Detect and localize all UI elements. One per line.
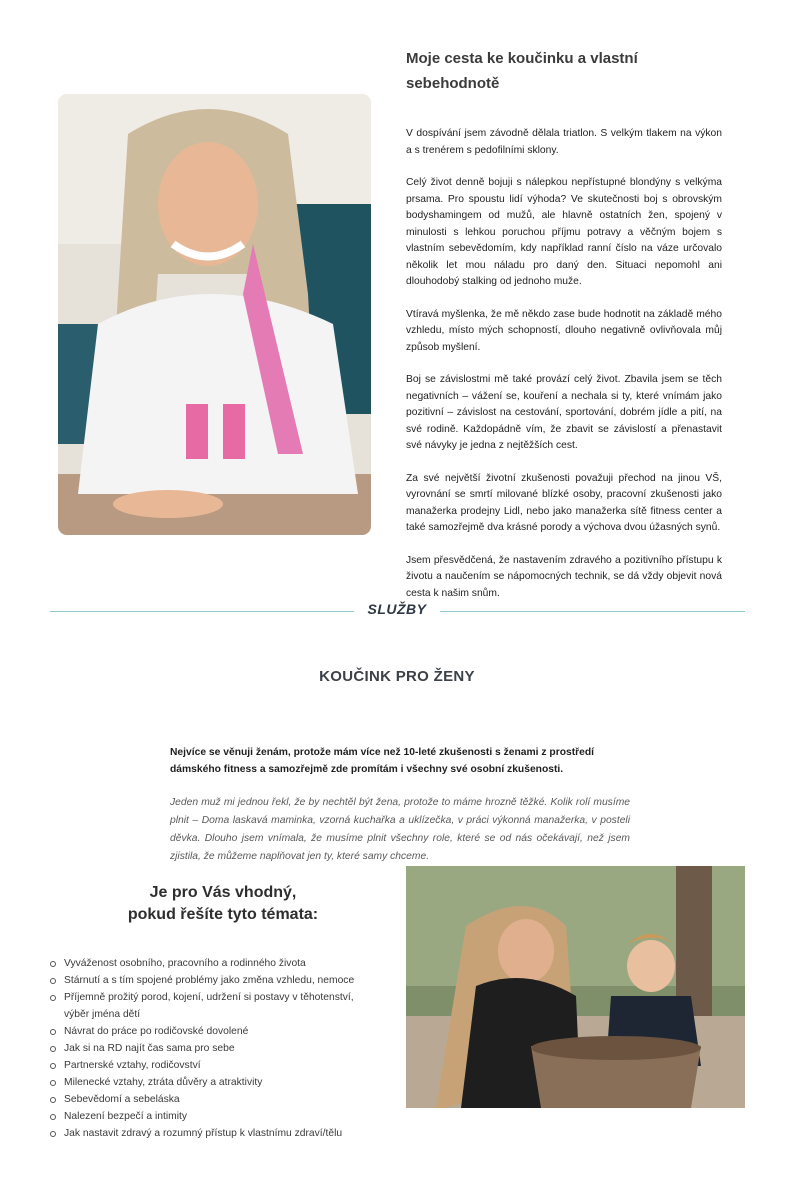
topics-list xyxy=(48,955,378,1142)
service-title: KOUČINK PRO ŽENY xyxy=(319,668,475,685)
about-heading: Moje cesta ke koučinku a vlastní sebehodnotě xyxy=(406,50,638,92)
list-item: Nalezení bezpečí a intimity xyxy=(48,1108,378,1125)
list-item: Jak nastavit zdravý a rozumný přístup k vlastnímu zdraví/tělu xyxy=(48,1125,378,1142)
separator-line-left xyxy=(50,611,354,612)
list-item: Milenecké vztahy, ztráta důvěry a atraktivity xyxy=(48,1074,378,1091)
service-quote: Jeden muž mi jednou řekl, že by nechtěl být žena, protože to máme hrozně těžké. Kolik rolí musíme plnit – Doma laskavá maminka, vzorná kuchařka a uklízečka, v práci výkonná manažerka, v posteli děvka. Dlouho jsem vnímala, že musíme plnit všechny role, které se od nás očekávají, než jsem zjistila, že můžeme naplňovat jen ty, které samy chceme. xyxy=(170,797,630,862)
fit-title-line-2: pokud řešíte tyto témata: xyxy=(127,906,319,923)
list-item: Partnerské vztahy, rodičovství xyxy=(48,1057,378,1074)
mother-child-photo xyxy=(406,866,745,1108)
list-item: Návrat do práce po rodičovské dovolené xyxy=(48,1023,378,1040)
list-item: Stárnutí a s tím spojené problémy jako změna vzhledu, nemoce xyxy=(48,972,378,989)
separator-line-right xyxy=(440,611,745,612)
fit-title xyxy=(100,882,346,926)
service-intro: Nejvíce se věnuji ženám, protože mám více než 10-leté zkušenosti s ženami z prostředí dámského fitness a samozřejmě zde promítám i všechny své osobní zkušenosti. xyxy=(170,747,595,775)
services-separator-label: SLUŽBY xyxy=(367,601,427,617)
about-paragraph-1: V dospívání jsem závodně dělala triatlon. S velkým tlakem na výkon a s trenérem s pedofilními sklony. xyxy=(406,128,722,156)
portrait-photo xyxy=(58,94,371,535)
about-section xyxy=(406,46,722,618)
fit-title-line-1: Je pro Vás vhodný, xyxy=(149,884,297,901)
about-paragraph-4: Boj se závislostmi mě také provází celý život. Zbavila jsem se těch negativních – vážení se, kouření a nechala si ty, které vnímám jako pozitivní – závislost na cestování, sportování, dobrém jídle a pití, na své rodině. Každopádně vím, že zbavit se závislostí a přenastavit své návyky je jedna z nejtěžších cest. xyxy=(406,374,722,451)
about-paragraph-6: Jsem přesvědčená, že nastavením zdravého a pozitivního přístupu k životu a naučením se nápomocných technik, se dá vždy objevit nová cesta k našim snům. xyxy=(406,554,722,599)
list-item: Vyváženost osobního, pracovního a rodinného života xyxy=(48,955,378,972)
list-item: Příjemně prožitý porod, kojení, udržení si postavy v těhotenství, výběr jména dětí xyxy=(48,989,378,1023)
about-paragraph-2: Celý život denně bojuji s nálepkou nepřístupné blondýny s velkýma prsama. Pro spoustu lidí výhoda? Ve skutečnosti boj s obrovským bodyshamingem od mužů, ale hlavně ostatních žen, spojený v minulosti s lehkou poruchou příjmu potravy a věčným bojem s vlastním sebevědomím, kdy například ranní číslo na váze určovalo několik let mou náladu pro daný den. Situaci nepomohl ani dlouhodobý stalking od jednoho muže. xyxy=(406,177,722,287)
list-item: Jak si na RD najít čas sama pro sebe xyxy=(48,1040,378,1057)
about-paragraph-5: Za své největší životní zkušenosti považuji přechod na jinou VŠ, vyrovnání se smrtí milované blízké osoby, pracovní zkušenosti jako manažerka prodejny Lidl, nebo jako manažerka sítě fitness center a také samozřejmě dva krásné porody a výchova dvou úžasných synů. xyxy=(406,472,722,533)
list-item: Sebevědomí a sebeláska xyxy=(48,1091,378,1108)
about-paragraph-3: Vtíravá myšlenka, že mě někdo zase bude hodnotit na základě mého vzhledu, místo mých schopností, dlouho negativně ovlivňovala můj způsob myšlení. xyxy=(406,308,722,353)
